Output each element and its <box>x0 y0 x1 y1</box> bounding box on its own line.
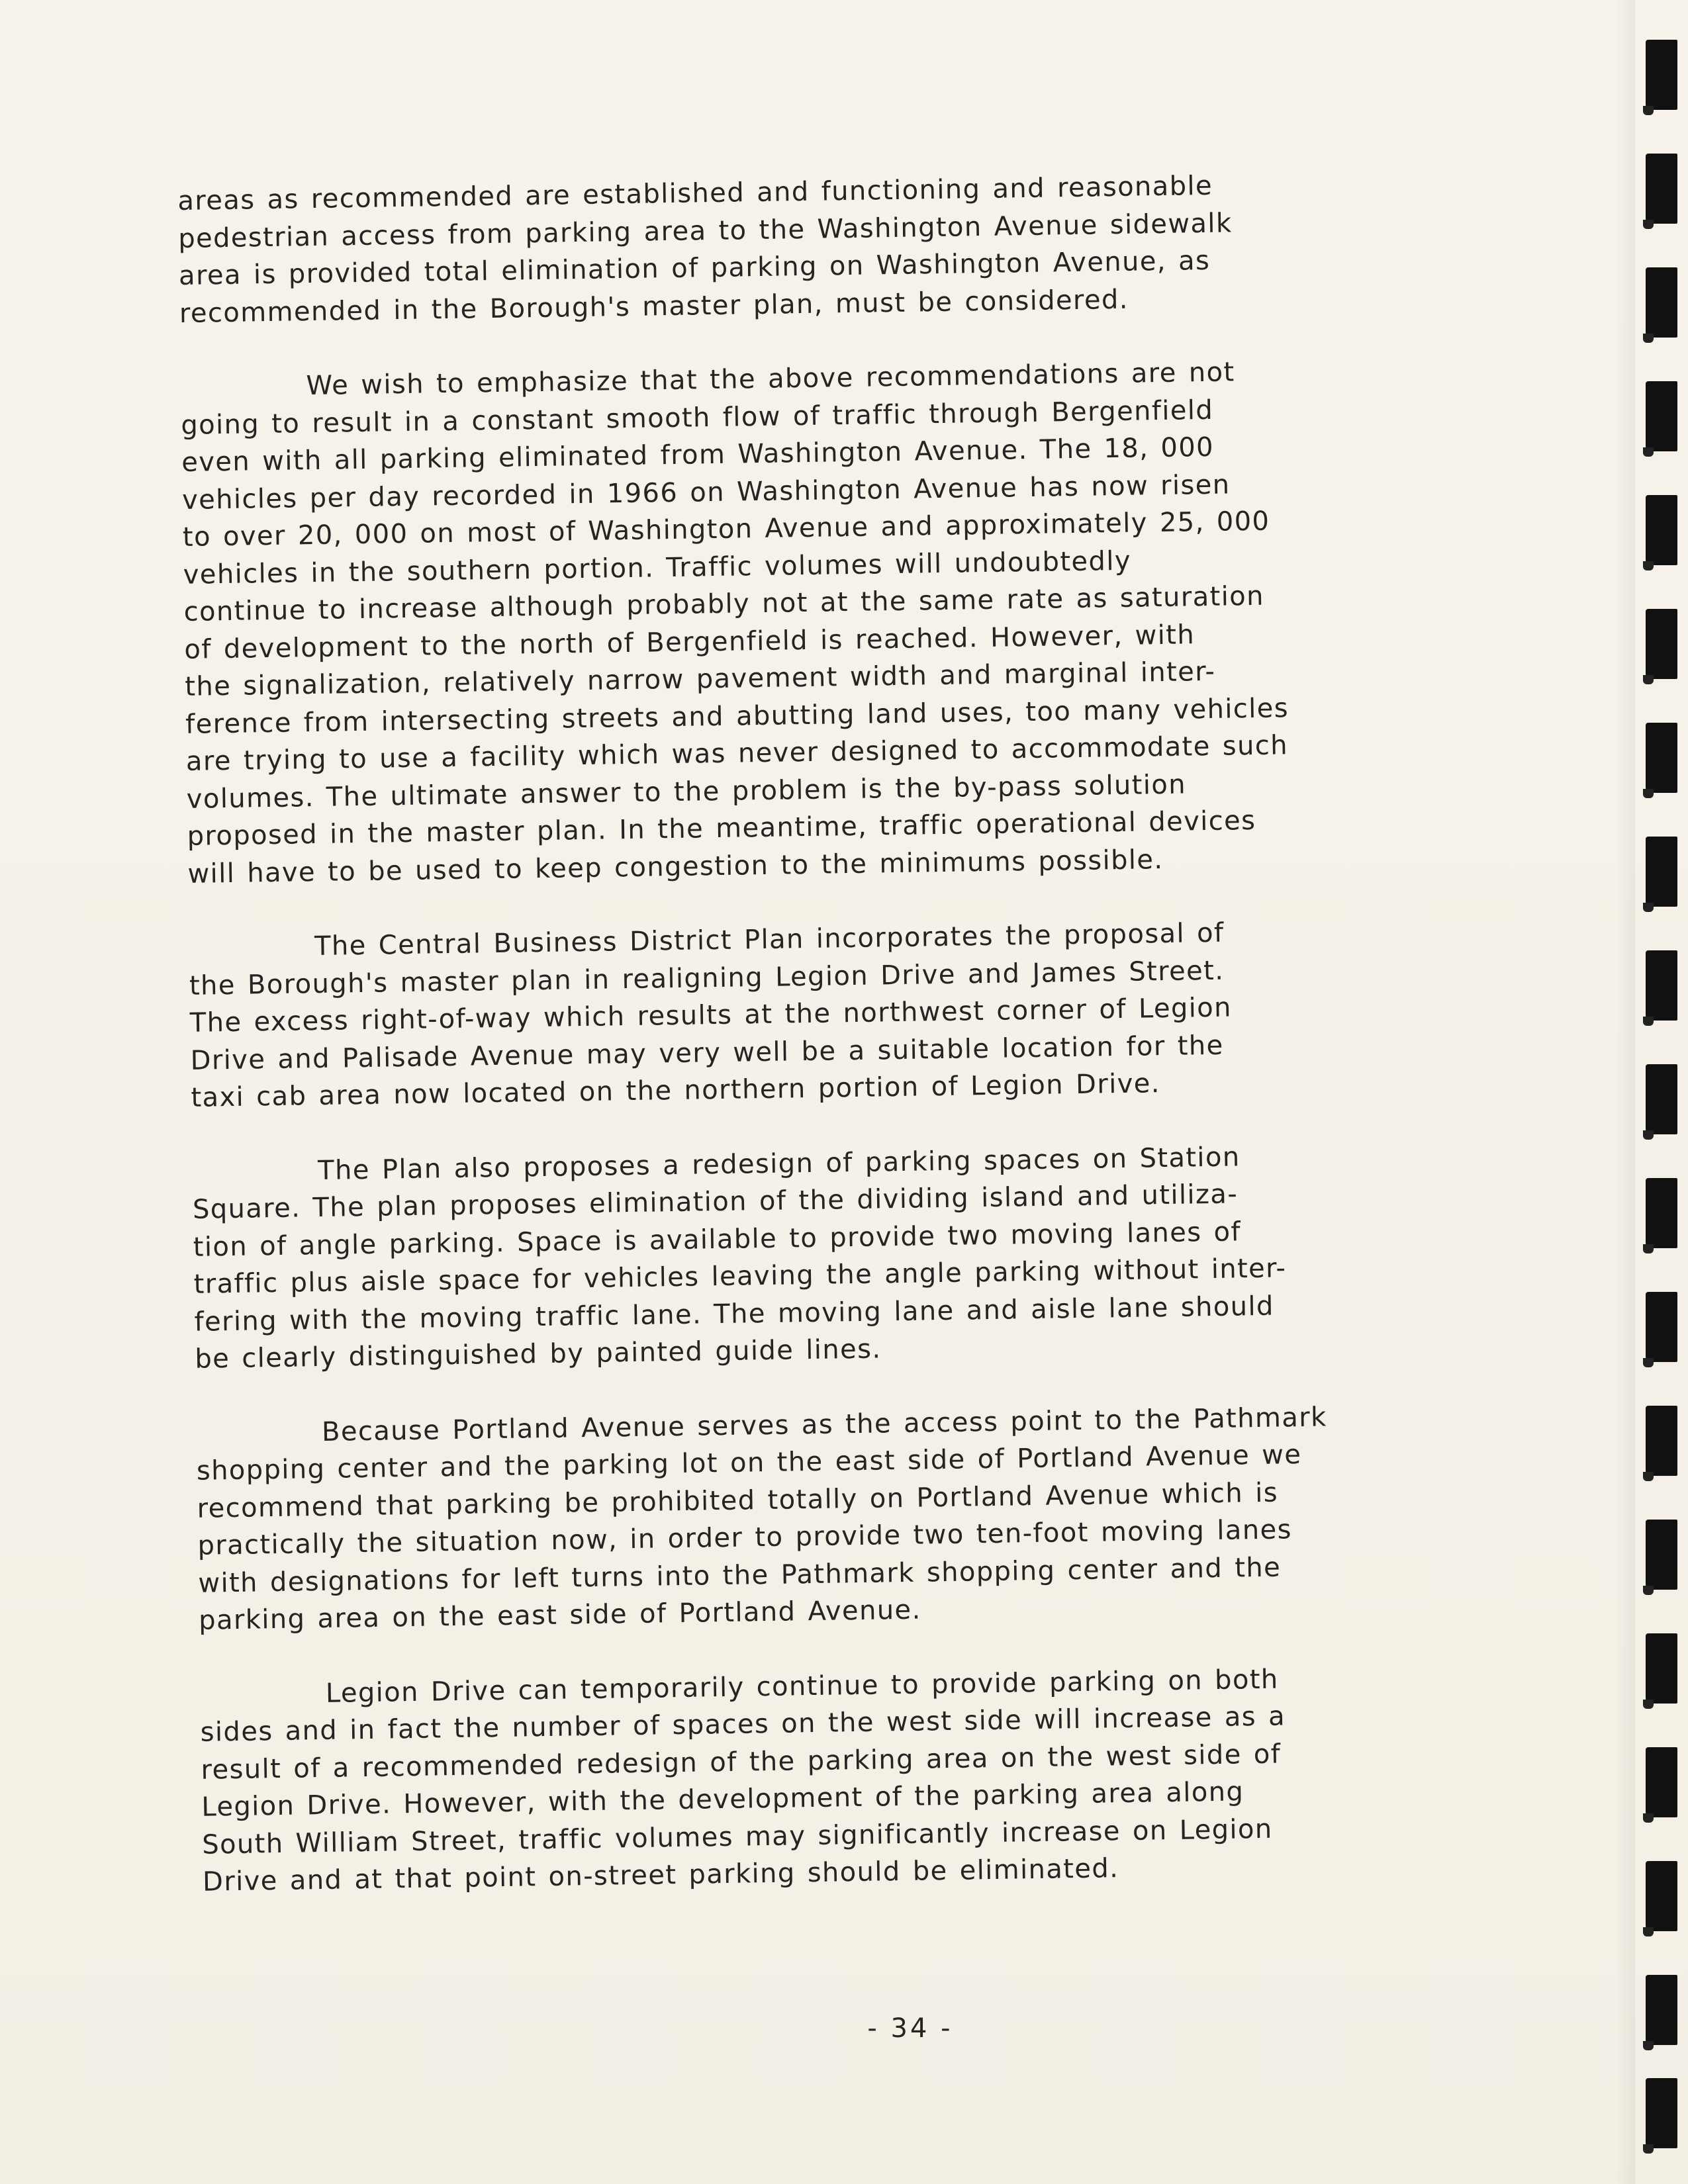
text-line: area is provided total elimination of parking on Washington Avenue, as <box>178 245 1211 291</box>
binding-ring <box>1646 1178 1677 1248</box>
text-line: The excess right-of-way which results at the northwest corner of Legion <box>189 992 1233 1038</box>
text-line: the signalization, relatively narrow pavement width and marginal inter- <box>184 656 1216 702</box>
binding-ring <box>1646 837 1677 907</box>
body-text <box>177 163 1487 1938</box>
text-line: Drive and Palisade Avenue may very well be a suitable location for the <box>190 1030 1224 1076</box>
paragraph-5 <box>196 1396 1483 1640</box>
text-line: continue to increase although probably not at the same rate as saturation <box>183 580 1265 627</box>
text-line: The Central Business District Plan incorporates the proposal of <box>314 917 1225 962</box>
text-line: vehicles in the southern portion. Traffic volumes will undoubtedly <box>183 545 1132 590</box>
text-line: fering with the moving traffic lane. The moving lane and aisle lane should <box>194 1291 1275 1338</box>
binding-ring <box>1646 1292 1677 1362</box>
text-line: recommended in the Borough's master plan, must be considered. <box>179 284 1129 329</box>
binding-ring <box>1646 1975 1677 2045</box>
binding-ring <box>1646 154 1677 224</box>
page-edge-shadow <box>1615 0 1635 2184</box>
binding-ring <box>1646 950 1677 1021</box>
paragraph-4 <box>192 1135 1479 1379</box>
binding-ring <box>1646 2078 1677 2148</box>
text-line: with designations for left turns into the Pathmark shopping center and the <box>198 1552 1282 1599</box>
text-line: vehicles per day recorded in 1966 on Washington Avenue has now risen <box>181 469 1231 516</box>
binding-ring <box>1646 1406 1677 1476</box>
text-line: ference from intersecting streets and abutting land uses, too many vehicles <box>185 692 1289 740</box>
text-line: areas as recommended are established and functioning and reasonable <box>177 170 1213 216</box>
text-line: will have to be used to keep congestion to the minimums possible. <box>187 844 1164 889</box>
binding-ring <box>1646 1747 1677 1817</box>
paragraph-1 <box>177 163 1464 332</box>
text-line: the Borough's master plan in realigning Legion Drive and James Street. <box>189 955 1225 1001</box>
text-line: Legion Drive. However, with the development of the parking area along <box>201 1776 1244 1823</box>
text-line: traffic plus aisle space for vehicles leaving the angle parking without inter- <box>193 1253 1287 1300</box>
binding-ring <box>1646 1633 1677 1704</box>
binding-ring <box>1646 1064 1677 1134</box>
text-line: We wish to emphasize that the above recommendations are not <box>306 357 1235 402</box>
paragraph-2 <box>180 350 1472 893</box>
text-line: Legion Drive can temporarily continue to provide parking on both <box>325 1664 1279 1709</box>
text-line: volumes. The ultimate answer to the problem is the by-pass solution <box>186 768 1187 815</box>
binding-ring <box>1646 267 1677 338</box>
text-line: result of a recommended redesign of the parking area on the west side of <box>201 1739 1282 1786</box>
text-line: parking area on the east side of Portland Avenue. <box>198 1594 921 1636</box>
text-line: South William Street, traffic volumes may significantly increase on Legion <box>201 1813 1273 1860</box>
binding-ring <box>1646 495 1677 565</box>
text-line: going to result in a constant smooth flow of traffic through Bergenfield <box>181 394 1214 441</box>
text-line: even with all parking eliminated from Washington Avenue. The 18, 000 <box>181 432 1215 478</box>
text-line: pedestrian access from parking area to the Washington Avenue sidewalk <box>177 207 1233 254</box>
text-line: sides and in fact the number of spaces on the west side will increase as a <box>200 1701 1286 1748</box>
text-line: of development to the north of Bergenfield is reached. However, with <box>184 619 1196 665</box>
text-line: be clearly distinguished by painted guide lines. <box>195 1334 882 1375</box>
paragraph-3 <box>189 911 1476 1116</box>
text-line: Square. The plan proposes elimination of the dividing island and utiliza- <box>192 1179 1239 1225</box>
text-line: Because Portland Avenue serves as the access point to the Pathmark <box>321 1401 1327 1447</box>
text-line: are trying to use a facility which was never designed to accommodate such <box>185 730 1289 777</box>
text-line: to over 20, 000 on most of Washington Avenue and approximately 25, 000 <box>182 506 1270 553</box>
paragraph-6 <box>199 1657 1487 1901</box>
binding-ring <box>1646 723 1677 793</box>
spiral-binding <box>1634 0 1688 2184</box>
text-line: taxi cab area now located on the northern portion of Legion Drive. <box>191 1068 1161 1113</box>
binding-ring <box>1646 609 1677 679</box>
binding-ring <box>1646 1861 1677 1931</box>
binding-ring <box>1646 40 1677 110</box>
page-number: - 34 - <box>867 2013 953 2044</box>
text-line: The Plan also proposes a redesign of parking spaces on Station <box>317 1141 1241 1186</box>
text-line: recommend that parking be prohibited totally on Portland Avenue which is <box>197 1477 1279 1524</box>
text-line: tion of angle parking. Space is available to provide two moving lanes of <box>193 1216 1242 1263</box>
binding-ring <box>1646 1520 1677 1590</box>
text-line: practically the situation now, in order to provide two ten-foot moving lanes <box>197 1514 1293 1561</box>
binding-ring <box>1646 381 1677 451</box>
text-line: shopping center and the parking lot on the east side of Portland Avenue we <box>196 1439 1302 1486</box>
text-line: Drive and at that point on-street parking should be eliminated. <box>202 1853 1119 1897</box>
text-line: proposed in the master plan. In the meantime, traffic operational devices <box>187 805 1256 852</box>
